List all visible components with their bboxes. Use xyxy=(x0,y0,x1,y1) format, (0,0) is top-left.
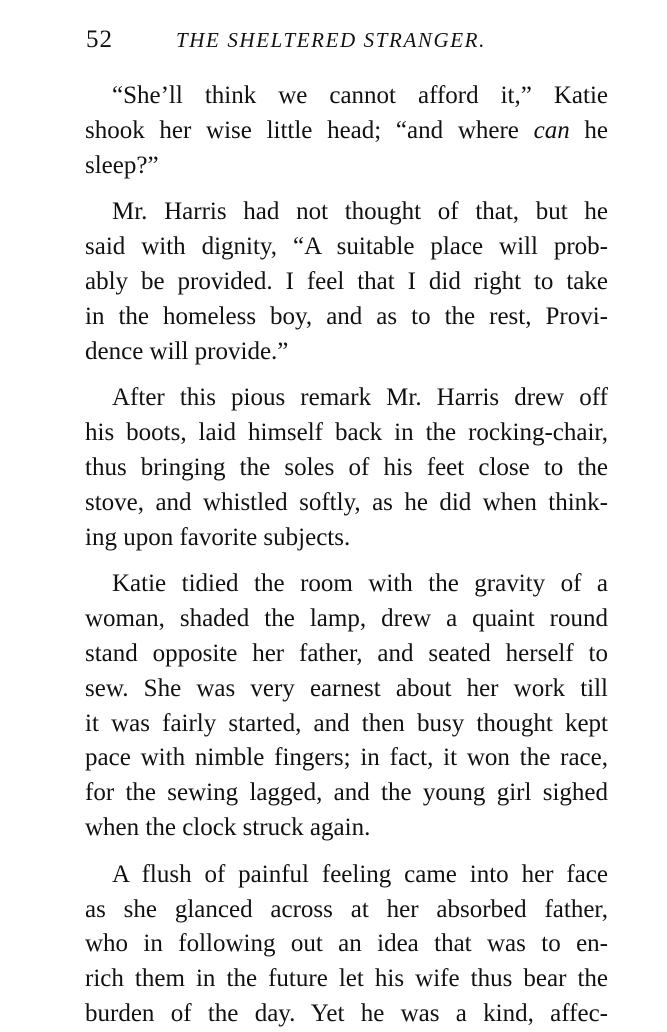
text-segment: he xyxy=(569,116,608,144)
text-segment: shook her wise little head; “and where xyxy=(85,116,534,144)
paragraph-gap xyxy=(85,369,608,381)
text-segment: dence will provide.” xyxy=(85,337,289,365)
paragraph xyxy=(85,195,608,369)
text-line xyxy=(85,927,608,962)
text-line xyxy=(85,811,608,846)
paragraph-gap xyxy=(85,846,608,858)
paragraph xyxy=(85,567,608,845)
text-line xyxy=(85,997,608,1032)
paragraph-gap xyxy=(85,555,608,567)
text-line xyxy=(85,672,608,707)
text-segment: it was fairly started, and then busy thought kept xyxy=(85,709,608,737)
paragraph-gap xyxy=(85,183,608,195)
text-segment: for the sewing lagged, and the young girl sighed xyxy=(85,779,608,807)
text-segment: sleep?” xyxy=(85,151,159,179)
text-line xyxy=(85,486,608,521)
text-line xyxy=(85,637,608,672)
text-segment: in the homeless boy, and as to the rest, Provi- xyxy=(85,302,608,330)
text-segment: as she glanced across at her absorbed father, xyxy=(85,895,608,923)
text-segment: Katie tidied the room with the gravity of a xyxy=(112,570,608,598)
paragraph xyxy=(85,858,608,1032)
text-line xyxy=(85,79,608,114)
text-line xyxy=(85,381,608,416)
text-line xyxy=(85,602,608,637)
text-line xyxy=(85,195,608,230)
text-line xyxy=(85,776,608,811)
text-segment: sew. She was very earnest about her work till xyxy=(85,674,608,702)
text-segment: thus bringing the soles of his feet close to the xyxy=(85,453,608,481)
text-segment: After this pious remark Mr. Harris drew off xyxy=(112,384,608,412)
text-line xyxy=(85,567,608,602)
text-line xyxy=(85,858,608,893)
text-segment: ing upon favorite subjects. xyxy=(85,523,351,551)
text-segment: stand opposite her father, and seated herself to xyxy=(85,639,608,667)
text-segment: when the clock struck again. xyxy=(85,813,371,841)
text-segment: “She’ll think we cannot afford it,” Katie xyxy=(112,82,608,109)
running-title: THE SHELTERED STRANGER. xyxy=(176,28,486,52)
text-line xyxy=(85,521,608,556)
text-segment: stove, and whistled softly, as he did when think- xyxy=(85,488,608,516)
text-line xyxy=(85,451,608,486)
text-line xyxy=(85,962,608,997)
text-line xyxy=(85,230,608,265)
paragraph xyxy=(85,79,608,183)
italic-text-segment: can xyxy=(533,116,570,144)
text-line xyxy=(85,300,608,335)
body-text xyxy=(85,79,608,1032)
page-number: 52 xyxy=(86,26,113,53)
paragraph xyxy=(85,381,608,555)
text-segment: rich them in the future let his wife thus bear the xyxy=(85,965,608,993)
text-segment: ably be provided. I feel that I did right to take xyxy=(85,267,608,295)
text-line xyxy=(85,265,608,300)
text-line xyxy=(85,114,608,149)
text-line xyxy=(85,741,608,776)
page-header xyxy=(86,26,606,60)
text-line xyxy=(85,416,608,451)
text-segment: Mr. Harris had not thought of that, but he xyxy=(112,198,608,226)
text-segment: A flush of painful feeling came into her face xyxy=(112,860,608,888)
text-segment: burden of the day. Yet he was a kind, affec- xyxy=(85,999,608,1027)
text-line xyxy=(85,335,608,370)
text-segment: pace with nimble fingers; in fact, it won the race, xyxy=(85,744,608,772)
text-segment: who in following out an idea that was to en- xyxy=(85,930,608,958)
text-line xyxy=(85,707,608,742)
text-segment: said with dignity, “A suitable place will prob- xyxy=(85,233,608,261)
text-segment: his boots, laid himself back in the rocking-chair, xyxy=(85,419,608,447)
text-line xyxy=(85,893,608,928)
text-line xyxy=(85,149,608,184)
text-segment: woman, shaded the lamp, drew a quaint round xyxy=(85,605,608,633)
